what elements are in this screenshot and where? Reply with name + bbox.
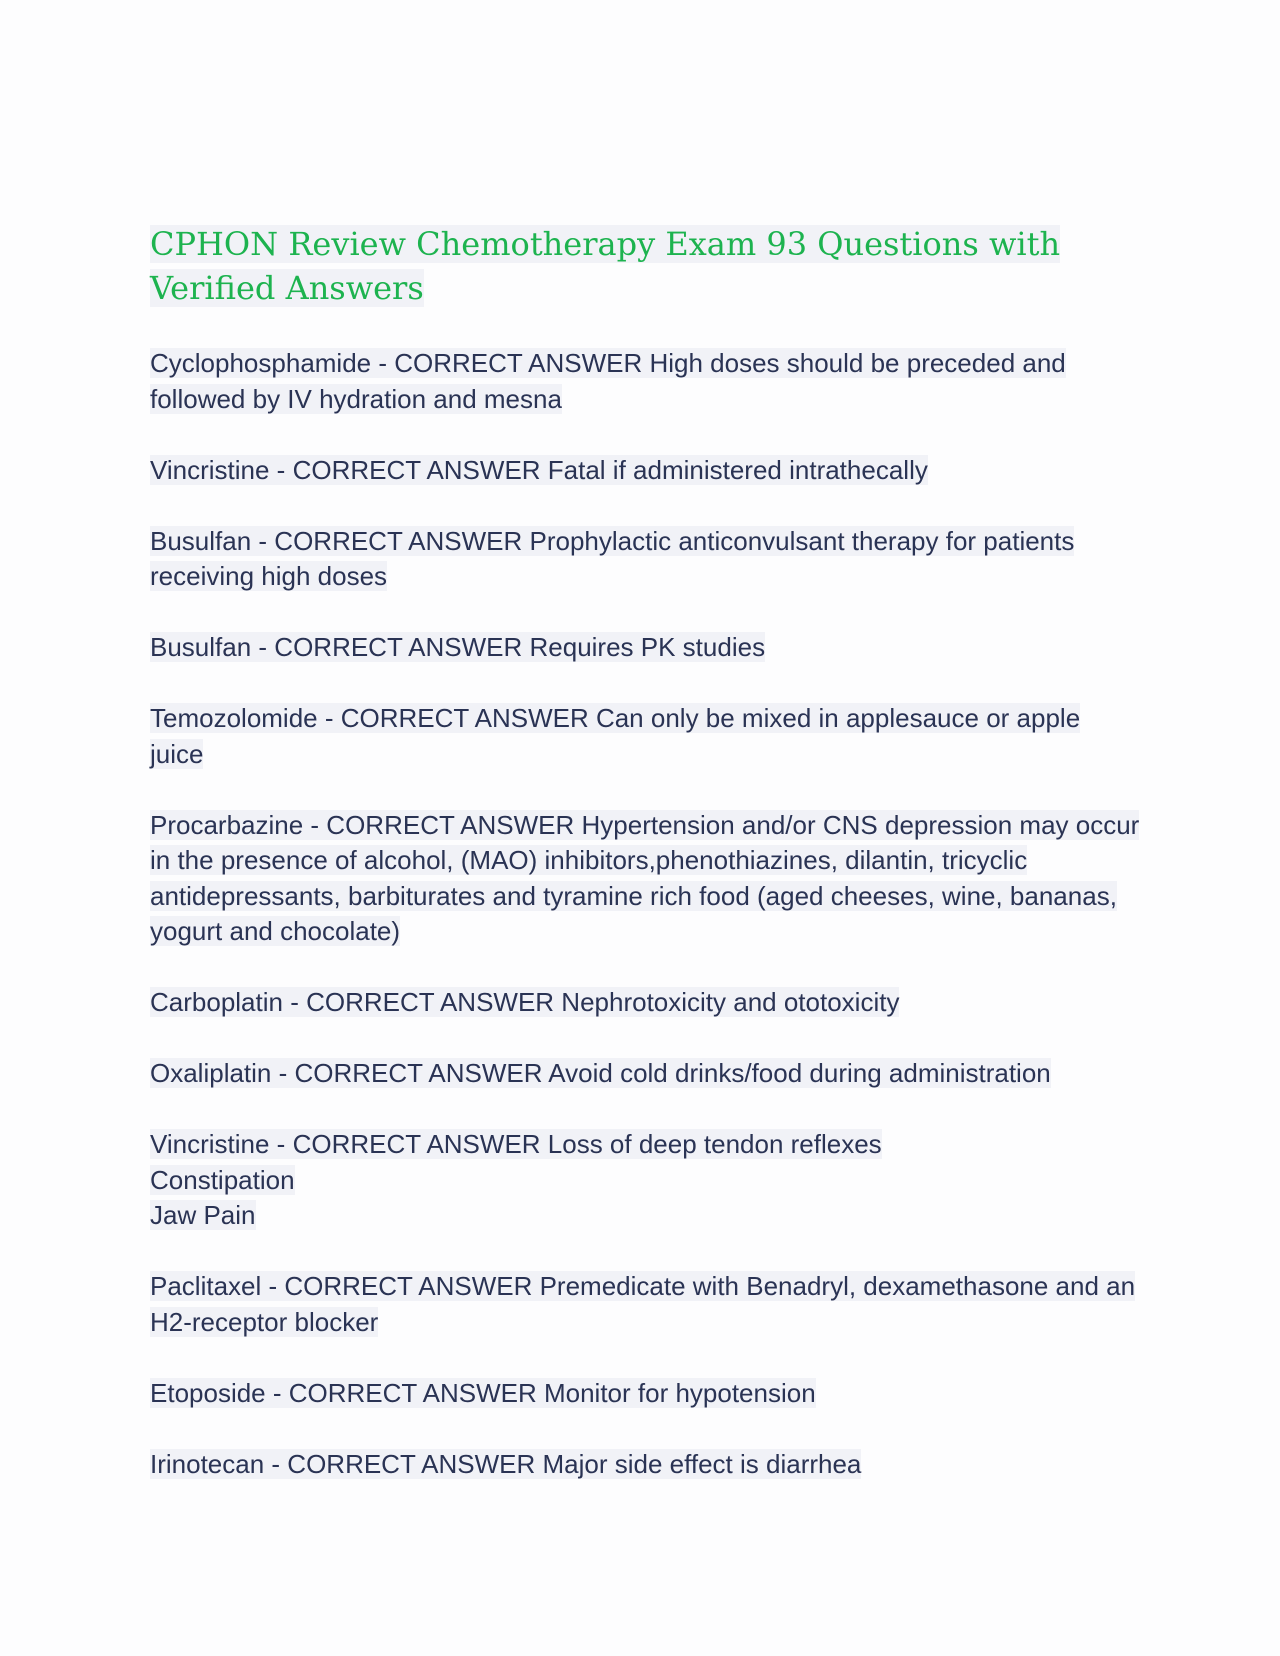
qa-entry xyxy=(150,1376,1140,1412)
qa-entry-text: Paclitaxel - CORRECT ANSWER Premedicate with Benadryl, dexamethasone and an H2-receptor blocker xyxy=(150,1271,1136,1337)
qa-entry xyxy=(150,1269,1140,1340)
qa-entry-text: Vincristine - CORRECT ANSWER Loss of deep tendon reflexes Constipation Jaw Pain xyxy=(150,1129,882,1230)
qa-entry-text: Carboplatin - CORRECT ANSWER Nephrotoxicity and ototoxicity xyxy=(150,987,900,1017)
qa-entry xyxy=(150,1056,1140,1092)
qa-entry xyxy=(150,701,1140,772)
qa-entry xyxy=(150,1127,1140,1234)
document-title-text: CPHON Review Chemotherapy Exam 93 Questions with Verified Answers xyxy=(150,225,1061,307)
qa-entry xyxy=(150,524,1140,595)
qa-entry-text: Irinotecan - CORRECT ANSWER Major side effect is diarrhea xyxy=(150,1448,862,1479)
qa-entry xyxy=(150,453,1140,489)
qa-entry-text: Vincristine - CORRECT ANSWER Fatal if administered intrathecally xyxy=(150,454,928,485)
qa-entry xyxy=(150,630,1140,666)
qa-entry-text: Procarbazine - CORRECT ANSWER Hypertension and/or CNS depression may occur in the presence of alcohol, (MAO) inhibitors,phenothiazines, dilantin, tricyclic antidepressants, barbiturates and tyramine rich food (aged cheeses, wine, bananas, yogurt and chocolate) xyxy=(150,809,1140,946)
qa-entry-text: Busulfan - CORRECT ANSWER Requires PK studies xyxy=(150,632,766,662)
qa-entry-text: Oxaliplatin - CORRECT ANSWER Avoid cold drinks/food during administration xyxy=(150,1058,1051,1088)
document-content xyxy=(150,222,1140,1518)
qa-entry xyxy=(150,808,1140,950)
qa-entry xyxy=(150,1447,1140,1483)
qa-entry-text: Temozolomide - CORRECT ANSWER Can only be mixed in applesauce or apple juice xyxy=(150,703,1081,769)
qa-entry xyxy=(150,985,1140,1021)
qa-entry-text: Cyclophosphamide - CORRECT ANSWER High doses should be preceded and followed by IV hydration and mesna xyxy=(150,348,1066,414)
qa-entry xyxy=(150,346,1140,417)
document-title xyxy=(150,222,1140,310)
qa-entry-text: Etoposide - CORRECT ANSWER Monitor for hypotension xyxy=(150,1377,816,1408)
qa-entry-text: Busulfan - CORRECT ANSWER Prophylactic anticonvulsant therapy for patients receiving high doses xyxy=(150,525,1075,591)
